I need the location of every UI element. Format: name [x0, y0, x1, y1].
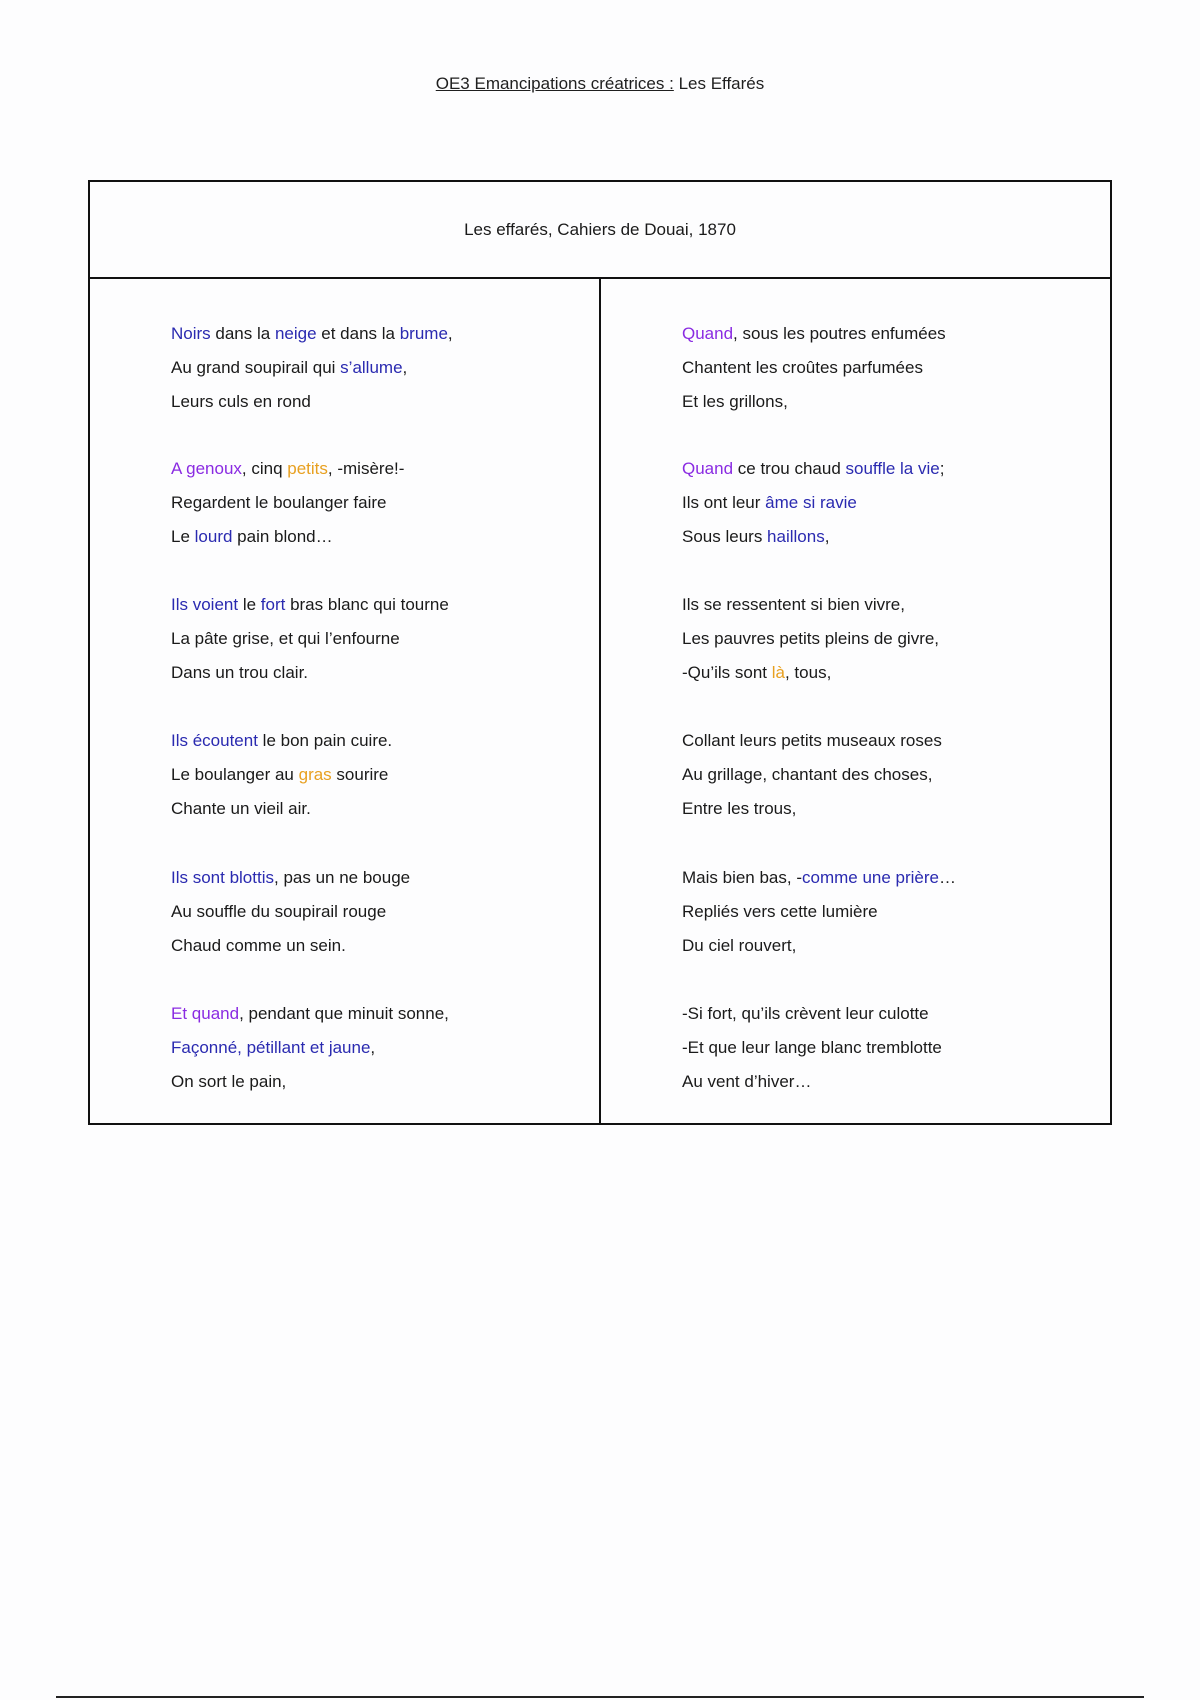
verse-text: le [238, 595, 261, 614]
poem-line [682, 765, 932, 785]
verse-text: Au vent d’hiver… [682, 1072, 812, 1091]
poem-table [88, 180, 1112, 1125]
poem-line [682, 731, 942, 751]
verse-text: Le [171, 527, 195, 546]
highlighted-word: Quand [682, 459, 734, 478]
poem-line [171, 493, 386, 513]
highlighted-word: comme une prière [802, 868, 940, 887]
poem-line [171, 731, 392, 751]
highlighted-word: Noirs [171, 324, 211, 343]
poem-line [171, 868, 410, 888]
verse-text: -Et que leur lange blanc tremblotte [682, 1038, 942, 1057]
poem-line [682, 527, 829, 547]
verse-text: dans la [210, 324, 275, 343]
verse-text: , sous les poutres enfumées [733, 324, 946, 343]
verse-text: , [447, 324, 453, 343]
poem-line [682, 1038, 942, 1058]
verse-text: Collant leurs petits museaux roses [682, 731, 942, 750]
verse-text: , [824, 527, 830, 546]
verse-text: On sort le pain, [171, 1072, 287, 1091]
poem-line [171, 392, 311, 412]
verse-text: Chaud comme un sein. [171, 936, 346, 955]
poem-line [171, 936, 346, 956]
verse-text: bras blanc qui tourne [285, 595, 449, 614]
verse-text: Du ciel rouvert, [682, 936, 797, 955]
highlighted-word: petits [287, 459, 328, 478]
poem-line [682, 936, 796, 956]
bottom-rule [56, 1696, 1144, 1698]
verse-text: -Qu’ils sont [682, 663, 772, 682]
poem-line [171, 1038, 375, 1058]
highlighted-word: fort [260, 595, 286, 614]
verse-text: , cinq [241, 459, 288, 478]
highlighted-word: Ils écoutent [171, 731, 258, 750]
verse-text: , [402, 358, 408, 377]
verse-text: Le boulanger au [171, 765, 299, 784]
title-underlined: OE3 Emancipations créatrices : [435, 74, 674, 93]
verse-text: , [370, 1038, 376, 1057]
poem-column-left [90, 279, 601, 1123]
verse-text: Entre les trous, [682, 799, 797, 818]
verse-text: Et les grillons, [682, 392, 788, 411]
poem-line [171, 629, 400, 649]
verse-text: Sous leurs [682, 527, 768, 546]
verse-text: Au grand soupirail qui [171, 358, 341, 377]
verse-text: Repliés vers cette lumière [682, 902, 878, 921]
poem-line [171, 324, 453, 344]
verse-text: pain blond… [232, 527, 333, 546]
highlighted-word: haillons [767, 527, 825, 546]
verse-text: le bon pain cuire. [257, 731, 393, 750]
highlighted-word: neige [274, 324, 317, 343]
title-rest: Les Effarés [673, 74, 765, 93]
verse-text: Au grillage, chantant des choses, [682, 765, 933, 784]
highlighted-word: gras [298, 765, 332, 784]
poem-line [171, 459, 404, 479]
highlighted-word: souffle la vie [845, 459, 940, 478]
poem-line [171, 1072, 286, 1092]
verse-text: , tous, [784, 663, 832, 682]
highlighted-word: Façonné, pétillant et jaune [171, 1038, 371, 1057]
verse-text: ce trou chaud [733, 459, 846, 478]
verse-text: , pendant que minuit sonne, [239, 1004, 449, 1023]
highlighted-word: âme si ravie [765, 493, 857, 512]
verse-text: Chantent les croûtes parfumées [682, 358, 923, 377]
poem-line [682, 595, 905, 615]
poem-line [682, 663, 831, 683]
verse-text: Les pauvres petits pleins de givre, [682, 629, 940, 648]
poem-line [682, 493, 857, 513]
verse-text: sourire [331, 765, 389, 784]
poem-line [171, 799, 311, 819]
poem-line [682, 459, 944, 479]
verse-text: Regardent le boulanger faire [171, 493, 387, 512]
verse-text: , -misère!- [327, 459, 405, 478]
verse-text: Chante un vieil air. [171, 799, 311, 818]
document-title [0, 74, 1200, 94]
poem-line [171, 527, 333, 547]
highlighted-word: Quand [682, 324, 734, 343]
verse-text: Ils se ressentent si bien vivre, [682, 595, 905, 614]
verse-text: Au souffle du soupirail rouge [171, 902, 387, 921]
poem-line [171, 902, 386, 922]
verse-text: Mais bien bas, - [682, 868, 802, 887]
highlighted-word: Ils sont blottis [171, 868, 274, 887]
poem-column-right [601, 279, 1110, 1123]
highlighted-word: là [771, 663, 785, 682]
highlighted-word: s’allume [340, 358, 403, 377]
poem-line [682, 629, 939, 649]
poem-line [682, 324, 946, 344]
poem-line [171, 358, 407, 378]
verse-text: et dans la [316, 324, 400, 343]
poem-line [171, 1004, 449, 1024]
highlighted-word: Ils voient [171, 595, 239, 614]
poem-line [682, 868, 956, 888]
verse-text: ; [939, 459, 945, 478]
poem-line [682, 799, 796, 819]
poem-caption: Les effarés, Cahiers de Douai, 1870 [90, 182, 1110, 279]
poem-line [171, 595, 449, 615]
poem-line [682, 358, 923, 378]
highlighted-word: Et quand [171, 1004, 240, 1023]
verse-text: Dans un trou clair. [171, 663, 309, 682]
verse-text: -Si fort, qu’ils crèvent leur culotte [682, 1004, 929, 1023]
verse-text: , pas un ne bouge [274, 868, 411, 887]
verse-text: … [939, 868, 957, 887]
verse-text: La pâte grise, et qui l’enfourne [171, 629, 400, 648]
verse-text: Ils ont leur [682, 493, 766, 512]
poem-line [171, 663, 308, 683]
poem-line [171, 765, 388, 785]
poem-line [682, 902, 878, 922]
poem-line [682, 1004, 929, 1024]
verse-text: Leurs culs en rond [171, 392, 311, 411]
poem-line [682, 1072, 811, 1092]
poem-line [682, 392, 788, 412]
highlighted-word: brume [399, 324, 448, 343]
highlighted-word: A genoux [171, 459, 242, 478]
highlighted-word: lourd [194, 527, 233, 546]
